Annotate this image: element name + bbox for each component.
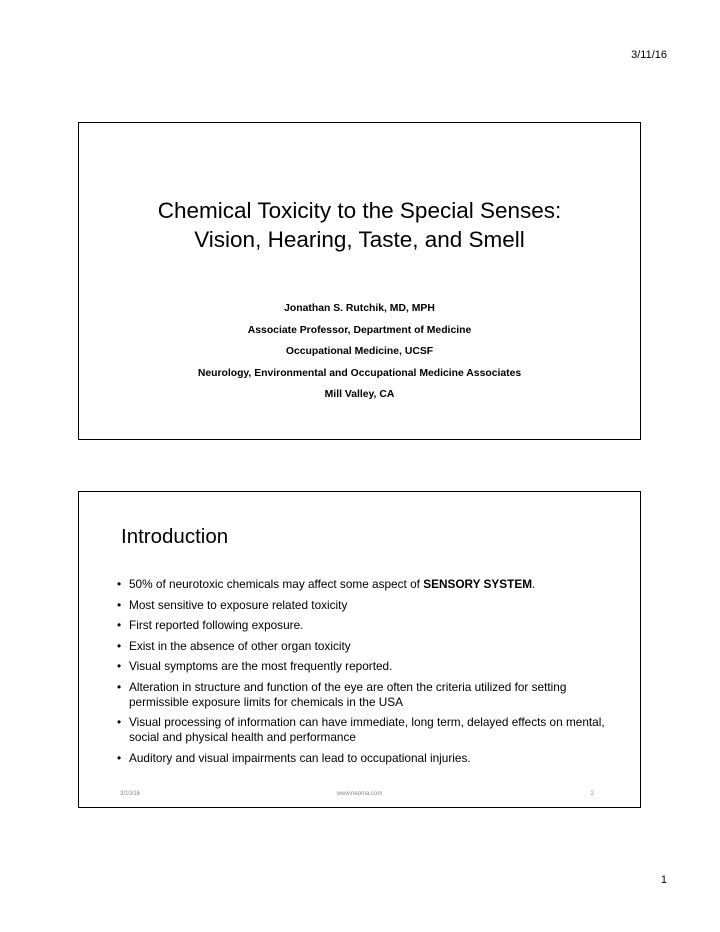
title-slide (78, 122, 641, 440)
bullet-emphasis: SENSORY SYSTEM (423, 577, 533, 591)
list-item (117, 680, 626, 710)
bullet-dot: • (117, 618, 122, 632)
page-date: 3/11/16 (631, 49, 667, 61)
title-line-1: Chemical Toxicity to the Special Senses: (157, 198, 562, 223)
author-position: Associate Professor, Department of Medicine (247, 324, 472, 336)
bullet-text-suffix: . (532, 577, 536, 591)
bullet-dot: • (117, 638, 122, 653)
author-block (79, 298, 640, 406)
bullet-text: Exist in the absence of other organ toxicity (129, 638, 351, 653)
slide-title (79, 196, 640, 254)
slide-title: Introduction (121, 525, 229, 548)
author-affiliation: Neurology, Environmental and Occupational Medicine Associates (197, 367, 522, 379)
slide-footer-date: 3/10/16 (120, 791, 141, 797)
title-line-2: Vision, Hearing, Taste, and Smell (194, 227, 525, 252)
author-location: Mill Valley, CA (324, 389, 395, 400)
slide-footer-url: www.neoma.com (336, 791, 383, 797)
slide-footer-number: 2 (590, 791, 594, 797)
bullet-text: First reported following exposure. (129, 618, 304, 632)
list-item (117, 751, 626, 766)
list-item (117, 715, 626, 745)
list-item (117, 577, 626, 592)
bullet-text: Visual symptoms are the most frequently reported. (129, 659, 393, 673)
bullet-text: 50% of neurotoxic chemicals may affect some aspect of (129, 577, 424, 591)
list-item (117, 639, 626, 654)
bullet-dot: • (117, 679, 122, 694)
bullet-dot: • (117, 577, 122, 591)
bullet-dot: • (117, 659, 122, 673)
bullet-dot: • (117, 715, 122, 729)
page-number: 1 (660, 874, 667, 886)
bullet-text: Alteration in structure and function of the eye are often the criteria utilized for setting permissible exposure limits for chemicals in the USA (129, 679, 567, 709)
list-item (117, 618, 626, 633)
bullet-dot: • (117, 750, 122, 765)
bullet-list (117, 577, 626, 771)
bullet-text: Most sensitive to exposure related toxicity (129, 597, 348, 612)
author-name: Jonathan S. Rutchik, MD, MPH (284, 303, 435, 314)
introduction-slide (78, 491, 641, 808)
list-item (117, 659, 626, 674)
bullet-text: Auditory and visual impairments can lead to occupational injuries. (129, 750, 471, 765)
author-department: Occupational Medicine, UCSF (285, 346, 434, 357)
bullet-text: Visual processing of information can have immediate, long term, delayed effects on mental, social and physical health and performance (129, 715, 605, 744)
list-item (117, 598, 626, 613)
bullet-dot: • (117, 597, 122, 612)
